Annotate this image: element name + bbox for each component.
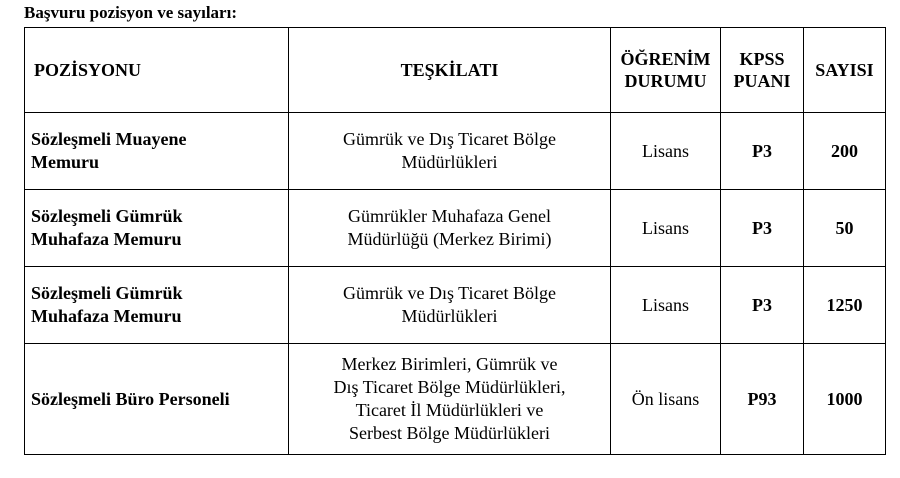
position-line: Sözleşmeli Gümrük	[31, 206, 183, 226]
header-kpss	[721, 28, 804, 113]
cell-education: Lisans	[611, 267, 721, 344]
cell-count: 50	[804, 190, 886, 267]
cell-education: Ön lisans	[611, 344, 721, 455]
organization-line: Ticaret İl Müdürlükleri ve	[355, 400, 544, 420]
header-education-line2: DURUMU	[624, 71, 707, 91]
position-line: Memuru	[31, 152, 99, 172]
position-line: Muhafaza Memuru	[31, 229, 182, 249]
cell-position	[25, 190, 289, 267]
header-education-line1: ÖĞRENİM	[620, 49, 711, 69]
cell-count: 1000	[804, 344, 886, 455]
cell-count: 1250	[804, 267, 886, 344]
position-line: Sözleşmeli Gümrük	[31, 283, 183, 303]
organization-line: Gümrükler Muhafaza Genel	[348, 206, 551, 226]
organization-line: Merkez Birimleri, Gümrük ve	[341, 354, 558, 374]
cell-kpss: P93	[721, 344, 804, 455]
cell-position	[25, 267, 289, 344]
cell-kpss: P3	[721, 267, 804, 344]
header-row	[25, 28, 886, 113]
header-education	[611, 28, 721, 113]
table-caption: Başvuru pozisyon ve sayıları:	[24, 3, 237, 22]
organization-line: Müdürlükleri	[401, 306, 498, 326]
header-position: POZİSYONU	[25, 28, 289, 113]
organization-line: Müdürlükleri	[401, 152, 498, 172]
organization-line: Gümrük ve Dış Ticaret Bölge	[343, 283, 556, 303]
header-kpss-line2: PUANI	[733, 71, 791, 91]
header-organization: TEŞKİLATI	[289, 28, 611, 113]
header-count: SAYISI	[804, 28, 886, 113]
table-row	[25, 190, 886, 267]
table-row	[25, 113, 886, 190]
cell-organization	[289, 113, 611, 190]
cell-organization	[289, 190, 611, 267]
position-line: Muhafaza Memuru	[31, 306, 182, 326]
table-row	[25, 267, 886, 344]
cell-education: Lisans	[611, 190, 721, 267]
organization-line: Serbest Bölge Müdürlükleri	[349, 423, 550, 443]
table-row	[25, 344, 886, 455]
cell-kpss: P3	[721, 113, 804, 190]
cell-organization	[289, 344, 611, 455]
cell-count: 200	[804, 113, 886, 190]
organization-line: Müdürlüğü (Merkez Birimi)	[347, 229, 552, 249]
cell-position: Sözleşmeli Büro Personeli	[25, 344, 289, 455]
position-line: Sözleşmeli Muayene	[31, 129, 187, 149]
cell-organization	[289, 267, 611, 344]
organization-line: Dış Ticaret Bölge Müdürlükleri,	[333, 377, 566, 397]
cell-education: Lisans	[611, 113, 721, 190]
cell-kpss: P3	[721, 190, 804, 267]
organization-line: Gümrük ve Dış Ticaret Bölge	[343, 129, 556, 149]
header-kpss-line1: KPSS	[739, 49, 785, 69]
positions-table	[24, 27, 886, 455]
cell-position	[25, 113, 289, 190]
